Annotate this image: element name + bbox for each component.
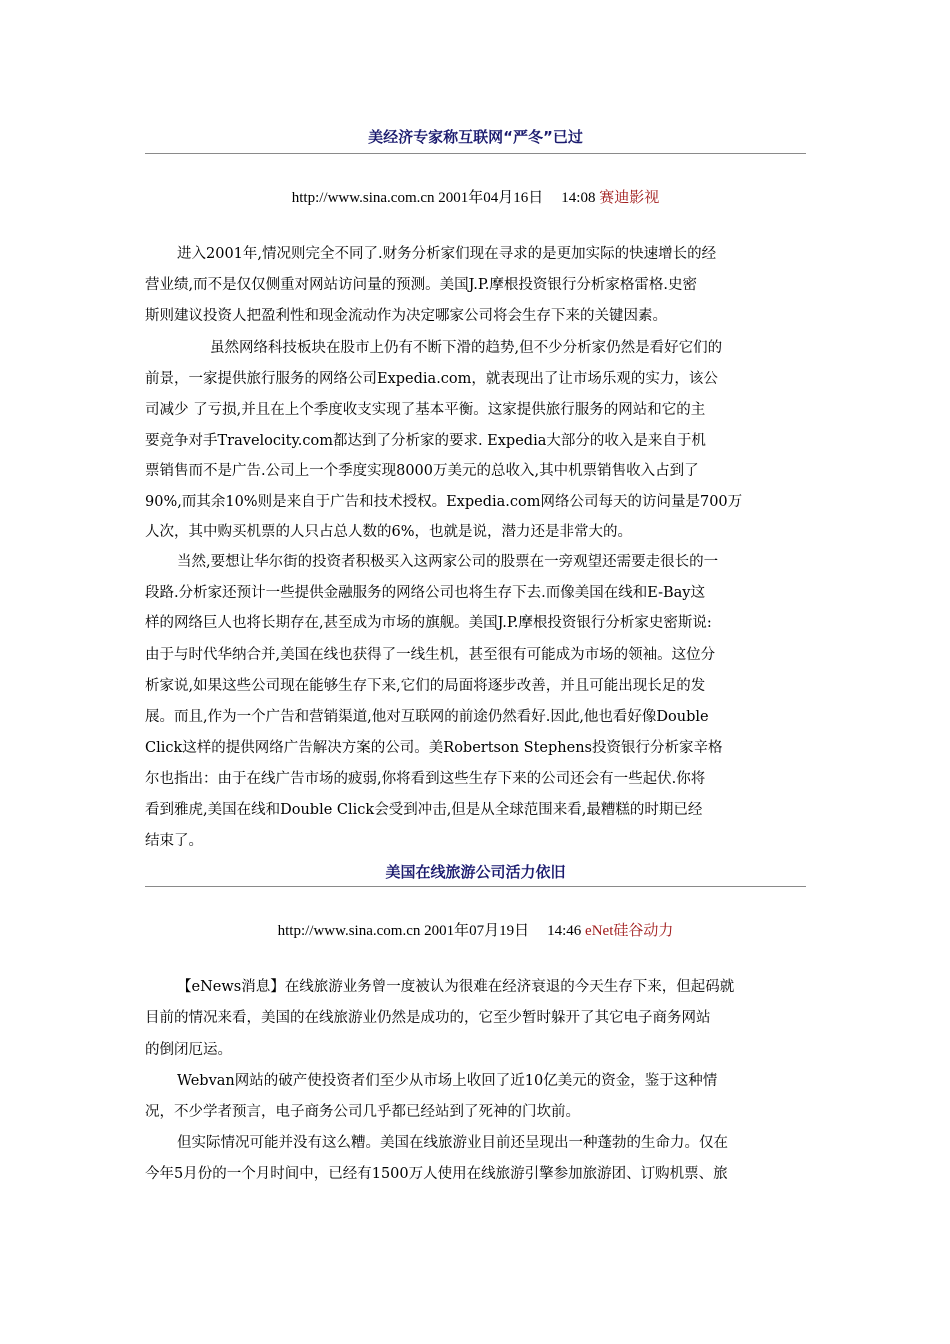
article1-line: 斯则建议投资人把盈利性和现金流动作为决定哪家公司将会生存下来的关键因素。 [145,308,667,324]
article1-line: 票销售而不是广告.公司上一个季度实现8000万美元的总收入,其中机票销售收入占到了 [145,463,699,479]
article2-line: 的倒闭厄运。 [145,1042,232,1058]
article1-line: 营业绩,而不是仅仅侧重对网站访问量的预测。美国J.P.摩根投资银行分析家格雷格.史密 [145,277,697,293]
article2-time: 14:46 [547,923,582,939]
article2-line: 【eNews消息】在线旅游业务曾一度被认为很难在经济衰退的今天生存下来，但起码就 [177,979,735,995]
article1-line: 进入2001年,情况则完全不同了.财务分析家们现在寻求的是更加实际的快速增长的经 [177,246,717,262]
article1-line: 要竞争对手Travelocity.com都达到了分析家的要求. Expedia大部分的收入是来自于机 [145,433,706,449]
article2-brand: eNet硅谷动力 [585,923,674,939]
article1-source-line [145,186,806,207]
article1-line: 展。而且,作为一个广告和营销渠道,他对互联网的前途仍然看好.因此,他也看好像Double [145,709,709,725]
article1-brand: 赛迪影视 [599,190,660,206]
article1-line: 段路.分析家还预计一些提供金融服务的网络公司也将生存下去.而像美国在线和E-Bay这 [145,585,705,601]
article1-line: 样的网络巨人也将长期存在,甚至成为市场的旗舰。美国J.P.摩根投资银行分析家史密斯说: [145,615,712,631]
article1-line: 司减少 了亏损,并且在上个季度收支实现了基本平衡。这家提供旅行服务的网站和它的主 [145,402,706,418]
article1-line: Click这样的提供网络广告解决方案的公司。美Robertson Stephens投资银行分析家辛格 [145,740,723,756]
article1-line: 尔也指出：由于在线广告市场的疲弱,你将看到这些生存下来的公司还会有一些起伏.你将 [145,771,706,787]
article2-source: http://www.sina.com.cn 2001年07月19日 [277,923,530,939]
article2-line: 但实际情况可能并没有这么糟。美国在线旅游业目前还呈现出一种蓬勃的生命力。仅在 [177,1135,728,1151]
article1-rule [145,153,806,154]
article2-line: Webvan网站的破产使投资者们至少从市场上收回了近10亿美元的资金，鉴于这种情 [177,1073,718,1089]
article2-line: 目前的情况来看，美国的在线旅游业仍然是成功的，它至少暂时躲开了其它电子商务网站 [145,1010,711,1026]
article1-title: 美经济专家称互联网“严冬”已过 [368,128,583,146]
article1-time: 14:08 [561,190,596,206]
article1-line: 结束了。 [145,833,203,849]
article2-line: 况，不少学者预言，电子商务公司几乎都已经站到了死神的门坎前。 [145,1104,580,1120]
article1-line: 人次，其中购买机票的人只占总人数的6%，也就是说，潜力还是非常大的。 [145,524,633,540]
article1-line: 看到雅虎,美国在线和Double Click会受到冲击,但是从全球范围来看,最糟糕的时期已经 [145,802,703,818]
article2-source-line [145,919,806,940]
article1-source: http://www.sina.com.cn 2001年04月16日 [291,190,544,206]
article1-line: 当然,要想让华尔街的投资者积极买入这两家公司的股票在一旁观望还需要走很长的一 [177,554,719,570]
article1-line: 析家说,如果这些公司现在能够生存下来,它们的局面将逐步改善，并且可能出现长足的发 [145,678,706,694]
article1-line: 虽然网络科技板块在股市上仍有不断下滑的趋势,但不少分析家仍然是看好它们的 [210,340,723,356]
article2-title: 美国在线旅游公司活力依旧 [385,863,566,881]
article2-line: 今年5月份的一个月时间中，已经有1500万人使用在线旅游引擎参加旅游团、订购机票、旅 [145,1166,728,1182]
article1-line: 前景，一家提供旅行服务的网络公司Expedia.com，就表现出了让市场乐观的实力，该公 [145,371,718,387]
article2-rule [145,886,806,887]
article1-line: 由于与时代华纳合并,美国在线也获得了一线生机，甚至很有可能成为市场的领袖。这位分 [145,647,716,663]
article1-line: 90%,而其余10%则是来自于广告和技术授权。Expedia.com网络公司每天的访问量是700万 [145,494,743,510]
